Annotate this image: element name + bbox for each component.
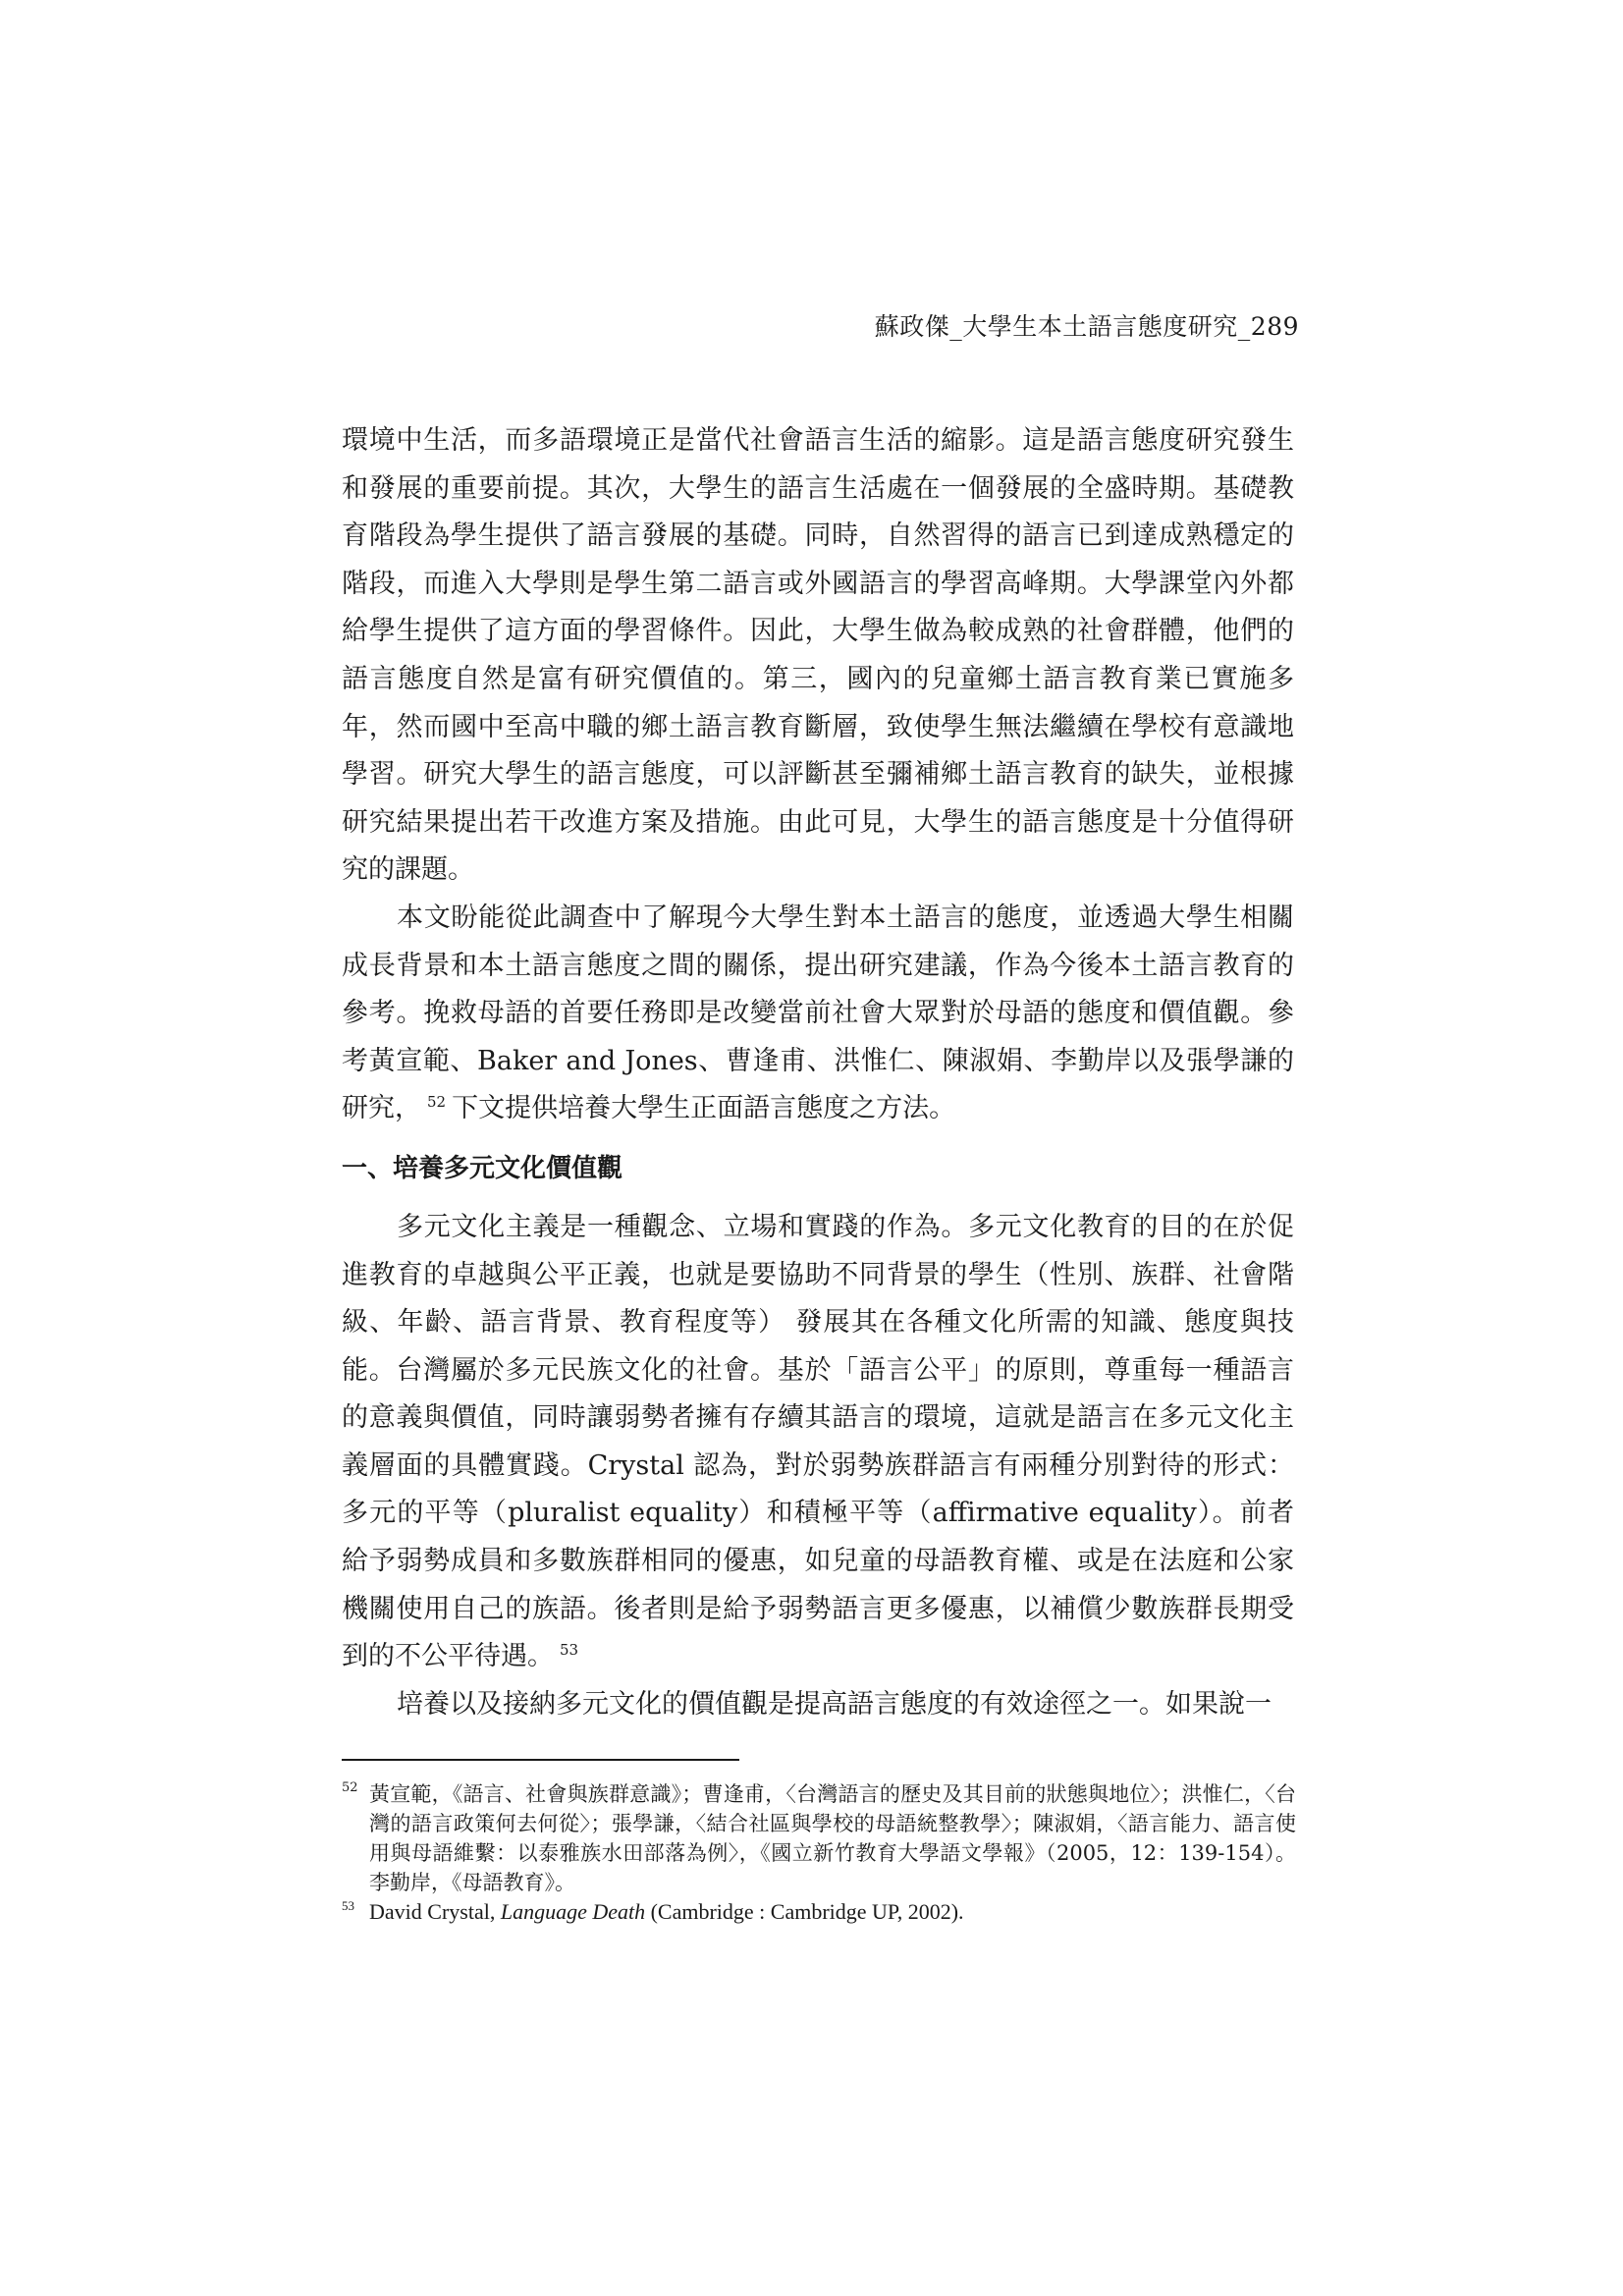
footnote-publication: (Cambridge : Cambridge UP, 2002). <box>650 1899 964 1924</box>
footnote-number: 53 <box>342 1898 354 1913</box>
footnote-53 <box>342 1897 1296 1927</box>
footnotes <box>342 1779 1296 1927</box>
footnote-ref-53[interactable]: 53 <box>560 1641 579 1660</box>
running-header: 蘇政傑_大學生本土語言態度研究_289 <box>874 312 1299 341</box>
footnote-ref-52[interactable]: 52 <box>427 1093 447 1112</box>
paragraph-continued: 環境中生活，而多語環境正是當代社會語言生活的縮影。這是語言態度研究發生和發展的重要前提。其次，大學生的語言生活處在一個發展的全盛時期。基礎教育階段為學生提供了語言發展的基礎。同時，自然習得的語言已到達成熟穩定的階段，而進入大學則是學生第二語言或外國語言的學習高峰期。大學課堂內外都給學生提供了這方面的學習條件。因此，大學生做為較成熟的社會群體，他們的語言態度自然是富有研究價值的。第三，國內的兒童鄉土語言教育業已實施多年，然而國中至高中職的鄉土語言教育斷層，致使學生無法繼續在學校有意識地學習。研究大學生的語言態度，可以評斷甚至彌補鄉土語言教育的缺失，並根據研究結果提出若干改進方案及措施。由此可見，大學生的語言態度是十分值得研究的課題。 <box>342 425 1294 886</box>
footnote-text: 黃宣範，《語言、社會與族群意識》；曹逢甫，〈台灣語言的歷史及其目前的狀態與地位〉；洪惟仁，〈台灣的語言政策何去何從〉；張學謙，〈結合社區與學校的母語統整教學〉；陳淑娟，〈語言能力、語言使用與母語維繫：以泰雅族水田部落為例〉，《國立新竹教育大學語文學報》（2005，12：139-154）。李勤岸，《母語教育》。 <box>369 1782 1296 1894</box>
footnote-author: David Crystal, <box>369 1899 496 1924</box>
footnote-divider <box>342 1759 739 1761</box>
footnote-number: 52 <box>342 1780 358 1795</box>
paragraph-multiculturalism-text: 多元文化主義是一種觀念、立場和實踐的作為。多元文化教育的目的在於促進教育的卓越與公平正義，也就是要協助不同背景的學生（性別、族群、社會階級、年齡、語言背景、教育程度等） 發展其在各種文化所需的知識、態度與技能。台灣屬於多元民族文化的社會。基於「語言公平」的原則，尊重每一種語言的意義與價值，同時讓弱勢者擁有存續其語言的環境，這就是語言在多元文化主義層面的具體實踐。Crystal 認為，對於弱勢族群語言有兩種分別對待的形式：多元的平等（pluralist equality）和積極平等（affirmative equality）。前者給予弱勢成員和多數族群相同的優惠，如兒童的母語教育權、或是在法庭和公家機關使用自己的族語。後者則是給予弱勢語言更多優惠，以補償少數族群長期受到的不公平待遇。 <box>342 1211 1294 1672</box>
footnote-book-title: Language Death <box>500 1899 646 1924</box>
paragraph-study-purpose <box>342 895 1294 1133</box>
paragraph-multiculturalism <box>342 1204 1294 1681</box>
paragraph-study-purpose-tail: 下文提供培養大學生正面語言態度之方法。 <box>452 1093 956 1124</box>
paragraph-study-purpose-text: 本文盼能從此調查中了解現今大學生對本土語言的態度，並透過大學生相關成長背景和本土語言態度之間的關係，提出研究建議，作為今後本土語言教育的參考。挽救母語的首要任務即是改變當前社會大眾對於母語的態度和價值觀。參考黃宣範、Baker and Jones、曹逢甫、洪惟仁、陳淑娟、李勤岸以及張學謙的研究， <box>342 902 1294 1124</box>
paragraph-cultivate-values: 培養以及接納多元文化的價值觀是提高語言態度的有效途徑之一。如果說一 <box>397 1688 1271 1720</box>
footnote-52 <box>342 1779 1296 1897</box>
body-text <box>342 417 1294 1728</box>
section-heading: 一、培養多元文化價值觀 <box>342 1153 623 1183</box>
